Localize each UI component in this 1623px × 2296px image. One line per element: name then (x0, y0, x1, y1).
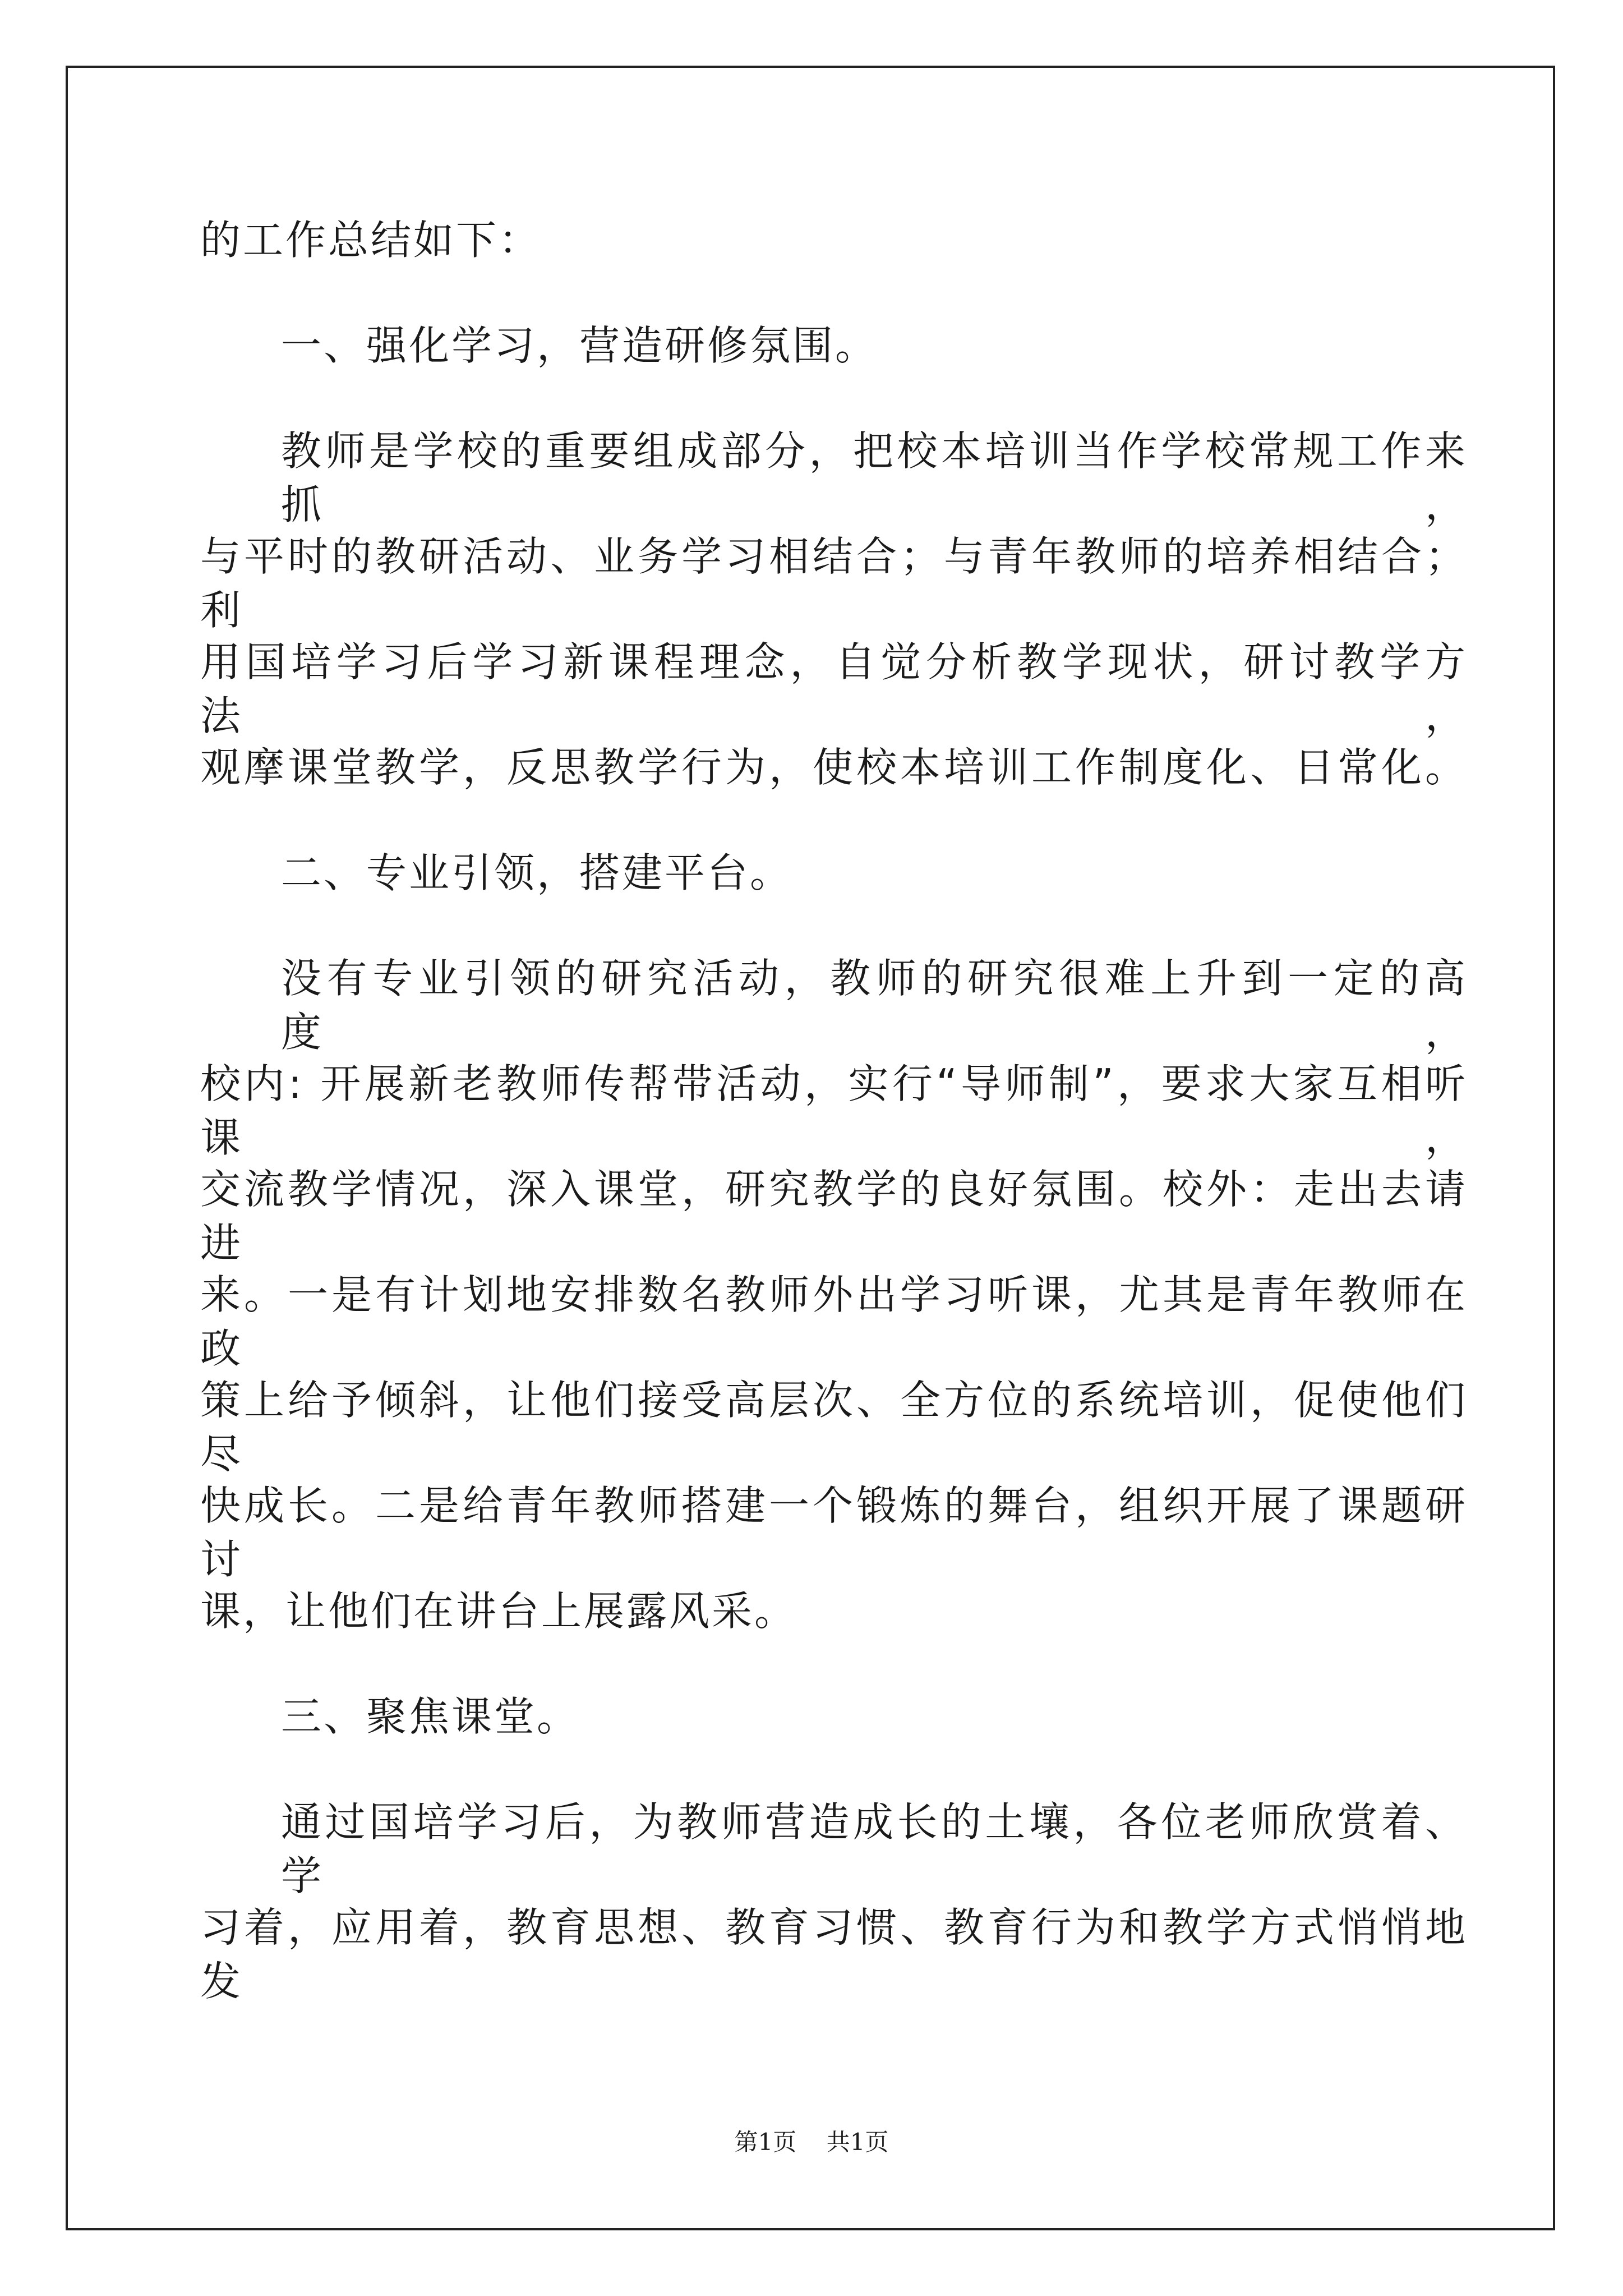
section-heading-1: 一、强化学习，营造研修氛围。 (281, 322, 878, 369)
text-line-3: 教师是学校的重要组成部分，把校本培训当作学校常规工作来抓， (281, 427, 1468, 528)
text-line-12: 策上给予倾斜，让他们接受高层次、全方位的系统培训，促使他们尽 (200, 1377, 1468, 1478)
text-line-11: 来。一是有计划地安排数名教师外出学习听课，尤其是青年教师在政 (200, 1271, 1468, 1372)
text-line-4: 与平时的教研活动、业务学习相结合；与青年教师的培养相结合；利 (200, 533, 1468, 634)
text-line-5: 用国培学习后学习新课程理念，自觉分析教学现状，研讨教学方法， (200, 638, 1468, 739)
page-total: 共1页 (826, 2128, 889, 2156)
text-line-6: 观摩课堂教学，反思教学行为，使校本培训工作制度化、日常化。 (200, 744, 1468, 791)
section-heading-2: 二、专业引领，搭建平台。 (281, 849, 793, 896)
text-line-17: 习着，应用着，教育思想、教育习惯、教育行为和教学方式悄悄地发 (200, 1904, 1468, 2005)
document-body (200, 213, 1468, 2006)
text-line-10: 交流教学情况，深入课堂，研究教学的良好氛围。校外：走出去请进 (200, 1166, 1468, 1267)
page-footer (0, 2124, 1623, 2157)
page-number: 第1页 (734, 2128, 797, 2156)
text-line-1: 的工作总结如下： (200, 217, 542, 264)
text-line-16: 通过国培学习后，为教师营造成长的土壤，各位老师欣赏着、学 (281, 1798, 1468, 1899)
footer-spacer (796, 2128, 826, 2156)
text-line-13: 快成长。二是给青年教师搭建一个锻炼的舞台，组织开展了课题研讨 (200, 1482, 1468, 1583)
text-line-8: 没有专业引领的研究活动，教师的研究很难上升到一定的高度， (281, 955, 1468, 1056)
section-heading-3: 三、聚焦课堂。 (281, 1693, 580, 1740)
text-line-9: 校内: 开展新老教师传帮带活动，实行“导师制”，要求大家互相听课， (200, 1060, 1468, 1161)
text-line-14: 课，让他们在讲台上展露风采。 (200, 1588, 797, 1635)
